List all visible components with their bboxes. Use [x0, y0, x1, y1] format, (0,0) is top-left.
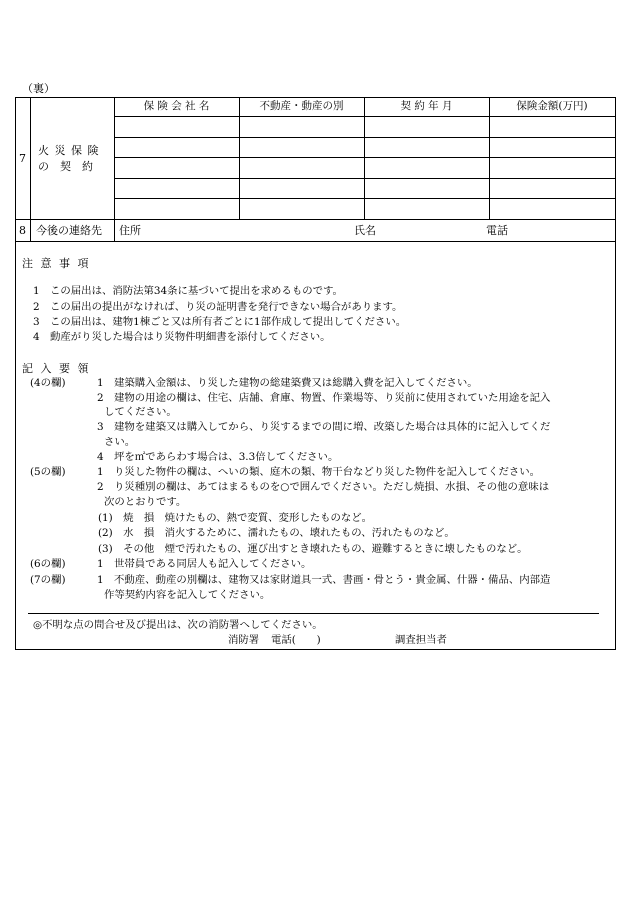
fire-station-label: 消防署 — [228, 634, 260, 646]
row-number-8: 8 — [19, 224, 26, 237]
page-side-label: （裏） — [22, 82, 55, 95]
insurance-label-line2: の 契 約 — [38, 160, 93, 173]
notes-heading: 注 意 事 項 — [22, 257, 91, 270]
col5-item: 2 り災種別の欄は、あてはまるものを○で囲んでください。ただし焼損、水損、その他の意味は — [97, 481, 550, 493]
col5-label: (5の欄) — [30, 466, 66, 478]
address-label: 住所 — [119, 224, 141, 237]
contact-label: 今後の連絡先 — [36, 224, 102, 237]
col5-subitem: (1) 焼 損 焼けたもの、熱で変質、変形したものなど。 — [98, 512, 373, 524]
col7-item: 作等契約内容を記入してください。 — [104, 589, 271, 601]
insurance-label-line1: 火 災 保 険 — [38, 144, 100, 157]
col4-item: 2 建物の用途の欄は、住宅、店舗、倉庫、物置、作業場等、り災前に使用されていた用途を記入 — [97, 392, 551, 404]
inquiry-text: ◎不明な点の問合せ及び提出は、次の消防署へしてください。 — [33, 619, 323, 631]
col5-subitem: (2) 水 損 消火するために、濡れたもの、壊れたもの、汚れたものなど。 — [98, 527, 455, 539]
note-item: 2 この届出の提出がなければ、り災の証明書を発行できない場合があります。 — [33, 301, 403, 313]
col6-label: (6の欄) — [30, 558, 66, 570]
name-label: 氏名 — [354, 224, 376, 237]
col5-item: 次のとおりです。 — [104, 496, 187, 508]
col4-item: 1 建築購入金額は、り災した建物の総建築費又は総購入費を記入してください。 — [97, 377, 478, 389]
note-item: 1 この届出は、消防法第34条に基づいて提出を求めるものです。 — [33, 285, 343, 297]
col4-item: 4 坪を㎡であらわす場合は、3.3倍してください。 — [97, 451, 339, 463]
footer-phone-label: 電話( ) — [271, 634, 321, 646]
col4-item: さい。 — [104, 436, 136, 448]
header-insured-amount: 保険金額(万円) — [516, 100, 588, 112]
phone-label: 電話 — [486, 224, 508, 237]
col4-item: してください。 — [104, 406, 177, 418]
col7-label: (7の欄) — [30, 574, 66, 586]
col7-item: 1 不動産、動産の別欄は、建物又は家財道具一式、書画・骨とう・貴金属、什器・備品、内部造 — [97, 574, 551, 586]
header-contract-date: 契 約 年 月 — [400, 100, 453, 112]
col4-label: (4の欄) — [30, 377, 66, 389]
note-item: 3 この届出は、建物1棟ごと又は所有者ごとに1部作成して提出してください。 — [33, 316, 407, 328]
investigator-label: 調査担当者 — [395, 634, 447, 646]
col5-subitem: (3) その他 煙で汚れたもの、運び出すとき壊れたもの、避難するときに壊したものなど。 — [98, 543, 528, 555]
instructions-heading: 記 入 要 領 — [22, 362, 91, 375]
note-item: 4 動産がり災した場合はり災物件明細書を添付してください。 — [33, 331, 331, 343]
header-insurance-company: 保 険 会 社 名 — [143, 100, 210, 112]
header-property-type: 不動産・動産の別 — [259, 100, 344, 112]
row-number-7: 7 — [19, 152, 26, 165]
insurance-entry-grid[interactable] — [115, 117, 615, 219]
col4-item: 3 建物を建築又は購入してから、り災するまでの間に増、改築した場合は具体的に記入してくだ — [97, 421, 551, 433]
col5-item: 1 り災した物件の欄は、へいの類、庭木の類、物干台などり災した物件を記入してください。 — [97, 466, 541, 478]
col6-item: 1 世帯員である同居人も記入してください。 — [97, 558, 312, 570]
